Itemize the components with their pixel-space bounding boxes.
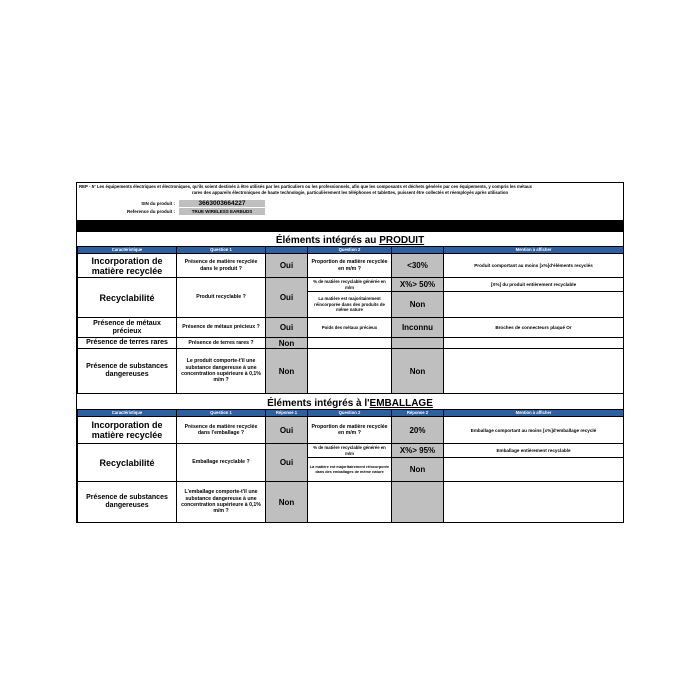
row-question-2: % de matière recyclable générée en m/m: [308, 444, 392, 458]
col-question-2: Question 2: [308, 410, 392, 417]
col-question-1: Question 1: [177, 410, 266, 417]
ref-label: Reference du produit :: [126, 209, 175, 214]
row-reponse-2-empty: [392, 482, 444, 523]
section-title-produit: [77, 235, 623, 246]
produit-title-prefix: Éléments intégrés au: [275, 235, 380, 246]
col-mention: Mention à afficher: [444, 410, 624, 417]
row-question-2-empty: [308, 482, 392, 523]
table-row: [78, 482, 624, 523]
col-question-2: Question 2: [308, 247, 392, 254]
row-question-2: La matière est majoritairement réincorporée dans des produits de même nature: [308, 292, 392, 318]
row-caracteristique: Présence de substances dangereuses: [78, 349, 177, 394]
row-question-1: Emballage recyclable ?: [177, 444, 266, 482]
emballage-header-row: [78, 410, 624, 417]
row-question-2: Poids des métaux précieux: [308, 318, 392, 338]
row-caracteristique: Présence de métaux précieux: [78, 318, 177, 338]
row-mention-empty: [444, 338, 624, 349]
col-reponse-2: Réponse 2: [392, 410, 444, 417]
row-mention: Emballage entièrement recyclable: [444, 444, 624, 458]
row-mention-empty: [444, 349, 624, 394]
row-reponse-2: 20%: [392, 417, 444, 444]
sin-value: 3663003664227: [179, 200, 265, 207]
row-reponse-1: Oui: [266, 278, 308, 318]
col-question-1: Question 1: [177, 247, 266, 254]
row-question-2: La matière est majoritairement réincorporée dans des emballages de même nature: [308, 458, 392, 482]
row-caracteristique: Présence de substances dangereuses: [78, 482, 177, 523]
row-question-1: Présence de terres rares ?: [177, 338, 266, 349]
row-reponse-1: Non: [266, 482, 308, 523]
sin-label: SIN du produit :: [141, 201, 175, 206]
row-mention-empty: [444, 482, 624, 523]
produit-table: [77, 246, 624, 394]
col-reponse-2: [392, 247, 444, 254]
table-row: [78, 349, 624, 394]
row-reponse-2-empty: [392, 338, 444, 349]
emballage-title-emph: EMBALLAGE: [369, 398, 433, 409]
table-row: [78, 254, 624, 278]
row-caracteristique: Incorporation de matière recyclée: [78, 417, 177, 444]
intro-line-1: REP - 5° Les équipements électriques et électroniques, qu'ils soient destinés à être utilisés par les particuliers ou les professionnels, afin que les composants et déchets générés par ces équipements, y compris les métaux: [79, 184, 533, 189]
row-reponse-2: Non: [392, 458, 444, 482]
emballage-table: [77, 409, 624, 523]
row-caracteristique: Recyclabilité: [78, 278, 177, 318]
row-reponse-2: <30%: [392, 254, 444, 278]
intro-line-2: rares des appareils électroniques de haute technologie, particulièrement les téléphones et tablettes, puissent être collectés et réemployés après utilisation: [191, 189, 509, 195]
row-reponse-2: Non: [392, 349, 444, 394]
table-row: [78, 318, 624, 338]
row-reponse-2: X%> 50%: [392, 278, 444, 292]
row-reponse-1: Non: [266, 349, 308, 394]
col-reponse-1: [266, 247, 308, 254]
row-mention: Produit comportant au moins [x%]d'éléments recyclés: [444, 254, 624, 278]
table-row: [78, 444, 624, 458]
row-reponse-1: Oui: [266, 318, 308, 338]
row-question-1: Le produit comporte-t'il une substance dangereuse à une concentration supérieure à 0,1% m/m ?: [177, 349, 266, 394]
produit-title-emph: PRODUIT: [379, 235, 425, 246]
row-reponse-1: Non: [266, 338, 308, 349]
row-question-2: Proportion de matière recyclée en m/m ?: [308, 254, 392, 278]
row-question-2: Proportion de matière recyclée en m/m ?: [308, 417, 392, 444]
row-reponse-1: Oui: [266, 444, 308, 482]
row-question-1: Présence de métaux précieux ?: [177, 318, 266, 338]
ref-value: TRUE WIRELESS EARBUDS: [179, 208, 265, 215]
row-caracteristique: Présence de terres rares: [78, 338, 177, 349]
row-caracteristique: Incorporation de matière recyclée: [78, 254, 177, 278]
table-row: [78, 278, 624, 292]
row-reponse-2: Non: [392, 292, 444, 318]
row-question-1: L'emballage comporte-t'il une substance dangereuse à une concentration supérieure à 0,1% m/m ?: [177, 482, 266, 523]
row-reponse-1: Oui: [266, 254, 308, 278]
col-caracteristique: Caractéristique: [78, 247, 177, 254]
row-question-1: Produit recyclable ?: [177, 278, 266, 318]
black-separator: [77, 220, 623, 232]
row-reponse-1: Oui: [266, 417, 308, 444]
row-caracteristique: Recyclabilité: [78, 444, 177, 482]
row-reponse-2: X%> 95%: [392, 444, 444, 458]
row-mention: Broches de connecteurs plaqué Or: [444, 318, 624, 338]
row-question-1: Présence de matière recyclée dans l'emballage ?: [177, 417, 266, 444]
table-row: [78, 417, 624, 444]
row-question-2: % de matière recyclable générée en m/m: [308, 278, 392, 292]
row-reponse-2: Inconnu: [392, 318, 444, 338]
table-row: [78, 338, 624, 349]
row-mention-empty: [444, 292, 624, 318]
section-title-emballage: [77, 398, 623, 409]
row-mention-empty: [444, 458, 624, 482]
row-question-2-empty: [308, 338, 392, 349]
col-reponse-1: Réponse 1: [266, 410, 308, 417]
row-mention: Emballage comportant au moins [x%]d'emballage recyclé: [444, 417, 624, 444]
rep-sheet: [76, 182, 624, 523]
row-mention: [X%] du produit entièrement recyclable: [444, 278, 624, 292]
produit-header-row: [78, 247, 624, 254]
col-caracteristique: Caractéristique: [78, 410, 177, 417]
row-question-1: Présence de matière recyclée dans le produit ?: [177, 254, 266, 278]
row-question-2-empty: [308, 349, 392, 394]
emballage-title-prefix: Éléments intégrés à l': [267, 398, 370, 409]
col-mention: Mention à afficher: [444, 247, 624, 254]
